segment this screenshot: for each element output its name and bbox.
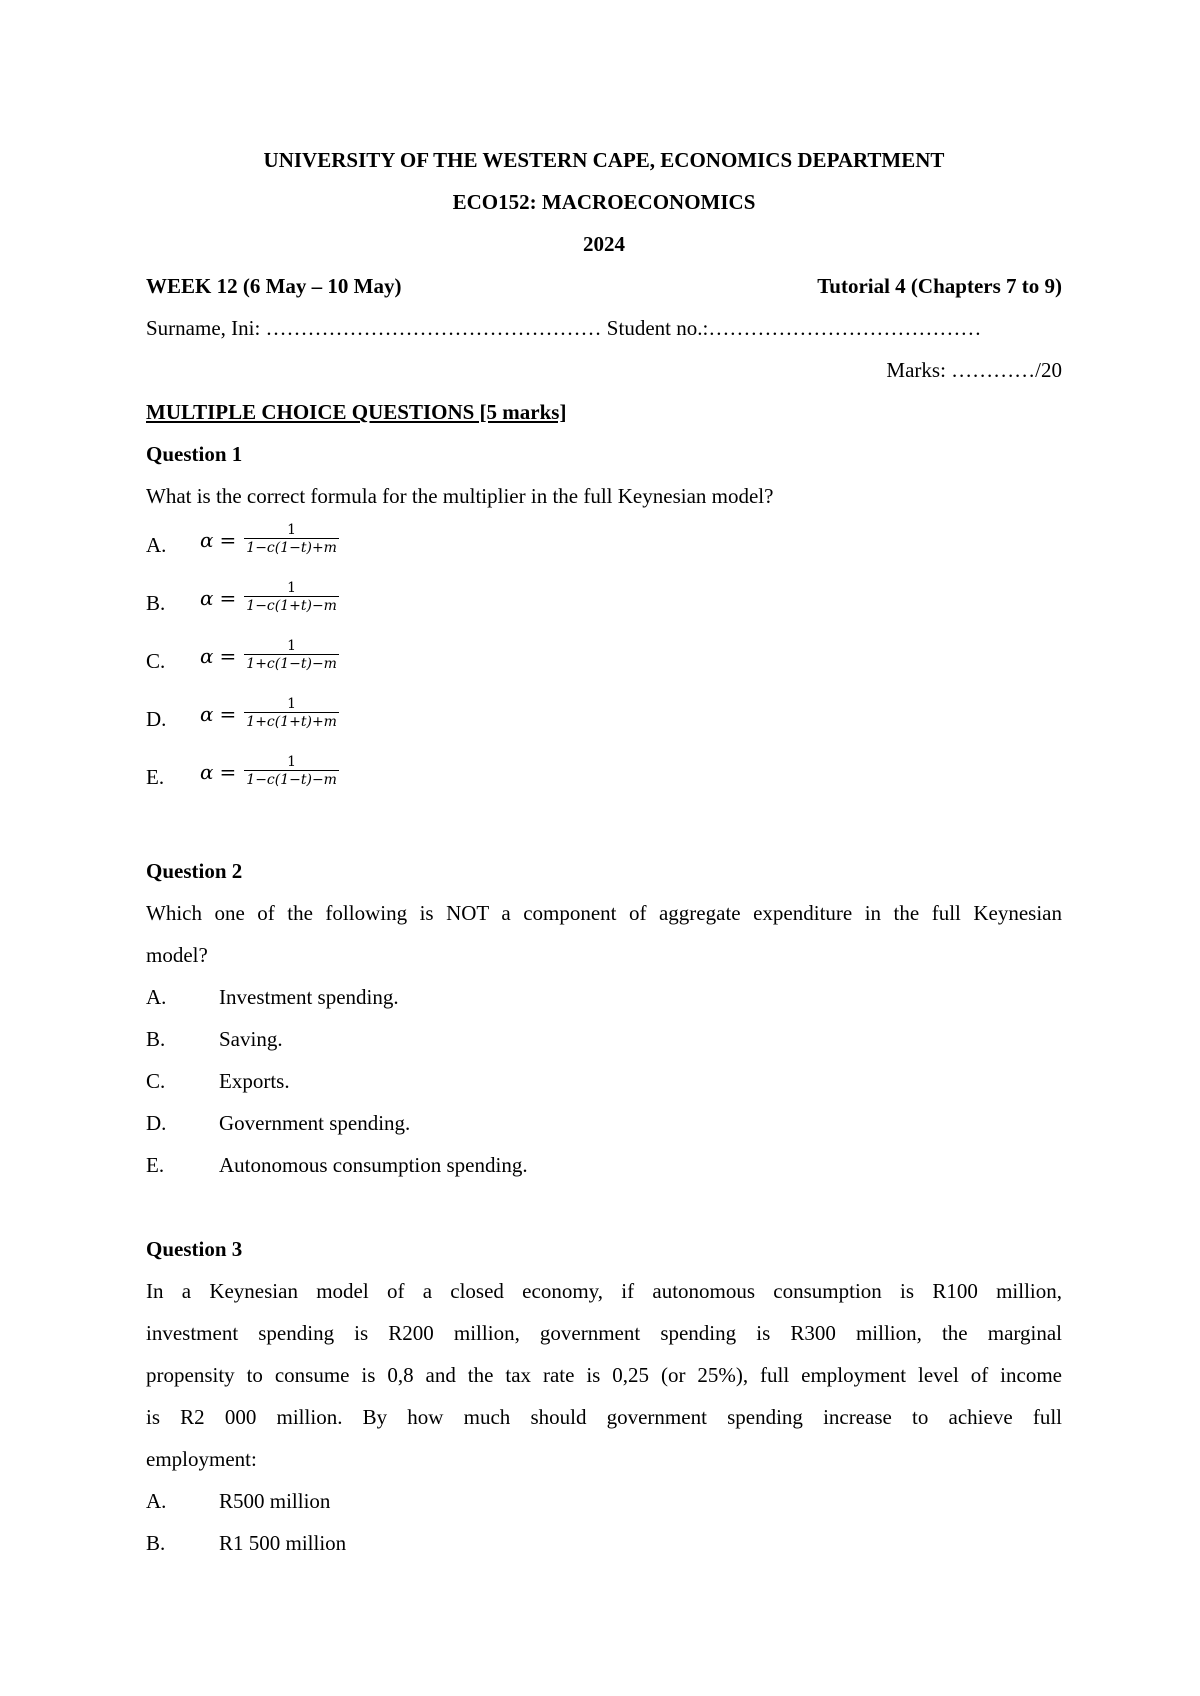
question-3-title: Question 3 (146, 1237, 243, 1261)
numerator: 1 (287, 696, 297, 712)
question-2-title: Question 2 (146, 859, 243, 883)
question-3-text-line-2: investment spending is R200 million, government spending is R300 million, the marginal (146, 1321, 1062, 1345)
equals-sign: = (219, 759, 237, 784)
q2-option-c-text: Exports. (219, 1069, 290, 1093)
course-heading: ECO152: MACROECONOMICS (452, 190, 756, 214)
denominator: 1−c(1+t)−m (246, 598, 337, 614)
question-3-text-line-3: propensity to consume is 0,8 and the tax rate is 0,25 (or 25%), full employment level of income (146, 1363, 1062, 1387)
name-student-line: Surname, Ini: ………………………………………… Student no.:………………………………… (146, 316, 982, 340)
q2-option-b-letter: B. (146, 1027, 166, 1051)
fraction (244, 638, 339, 673)
equals-sign: = (219, 527, 237, 552)
q1-option-e-formula (200, 754, 339, 789)
alpha-symbol: α (200, 527, 214, 552)
numerator: 1 (287, 638, 297, 654)
question-3-text-line-1: In a Keynesian model of a closed economy, if autonomous consumption is R100 million, (146, 1279, 1062, 1303)
q1-option-d-formula (200, 696, 339, 731)
q3-option-b-letter: B. (146, 1531, 166, 1555)
year-heading: 2024 (583, 232, 625, 256)
fraction (244, 696, 339, 731)
numerator: 1 (287, 522, 297, 538)
fraction (244, 754, 339, 789)
question-2-text-line-1: Which one of the following is NOT a component of aggregate expenditure in the full Keynesian (146, 901, 1062, 925)
q1-option-c-formula (200, 638, 339, 673)
q1-option-d-letter: D. (146, 707, 167, 731)
q2-option-e-text: Autonomous consumption spending. (219, 1153, 528, 1177)
marks-line: Marks: …………/20 (886, 358, 1062, 382)
denominator: 1+c(1+t)+m (246, 714, 337, 730)
question-1-title: Question 1 (146, 442, 243, 466)
question-2-text-line-2: model? (146, 943, 208, 967)
question-3-text-line-4: is R2 000 million. By how much should government spending increase to achieve full (146, 1405, 1062, 1429)
denominator: 1−c(1−t)−m (246, 772, 337, 788)
q3-option-a-text: R500 million (219, 1489, 331, 1513)
numerator: 1 (287, 754, 297, 770)
q2-option-d-letter: D. (146, 1111, 167, 1135)
q2-option-c-letter: C. (146, 1069, 166, 1093)
q3-option-b-text: R1 500 million (219, 1531, 347, 1555)
q1-option-a-letter: A. (146, 533, 167, 557)
alpha-symbol: α (200, 701, 214, 726)
equals-sign: = (219, 643, 237, 668)
q1-option-a-formula (200, 522, 339, 557)
q1-option-e-letter: E. (146, 765, 165, 789)
q3-option-a-letter: A. (146, 1489, 167, 1513)
university-heading: UNIVERSITY OF THE WESTERN CAPE, ECONOMICS DEPARTMENT (263, 148, 945, 172)
q2-option-d-text: Government spending. (219, 1111, 411, 1135)
q2-option-a-text: Investment spending. (219, 985, 399, 1009)
denominator: 1−c(1−t)+m (246, 540, 337, 556)
equals-sign: = (219, 585, 237, 610)
q1-option-b-letter: B. (146, 591, 166, 615)
fraction (244, 522, 339, 557)
alpha-symbol: α (200, 585, 214, 610)
q2-option-b-text: Saving. (219, 1027, 283, 1051)
q2-option-e-letter: E. (146, 1153, 165, 1177)
question-3-text-line-5: employment: (146, 1447, 257, 1471)
equals-sign: = (219, 701, 237, 726)
alpha-symbol: α (200, 643, 214, 668)
q1-option-b-formula (200, 580, 339, 615)
tutorial-label: Tutorial 4 (Chapters 7 to 9) (817, 274, 1062, 298)
section-title: MULTIPLE CHOICE QUESTIONS [5 marks] (146, 400, 567, 424)
week-label: WEEK 12 (6 May – 10 May) (146, 274, 402, 298)
q2-option-a-letter: A. (146, 985, 167, 1009)
numerator: 1 (287, 580, 297, 596)
fraction (244, 580, 339, 615)
denominator: 1+c(1−t)−m (246, 656, 337, 672)
alpha-symbol: α (200, 759, 214, 784)
question-1-text: What is the correct formula for the multiplier in the full Keynesian model? (146, 484, 774, 508)
q1-option-c-letter: C. (146, 649, 166, 673)
